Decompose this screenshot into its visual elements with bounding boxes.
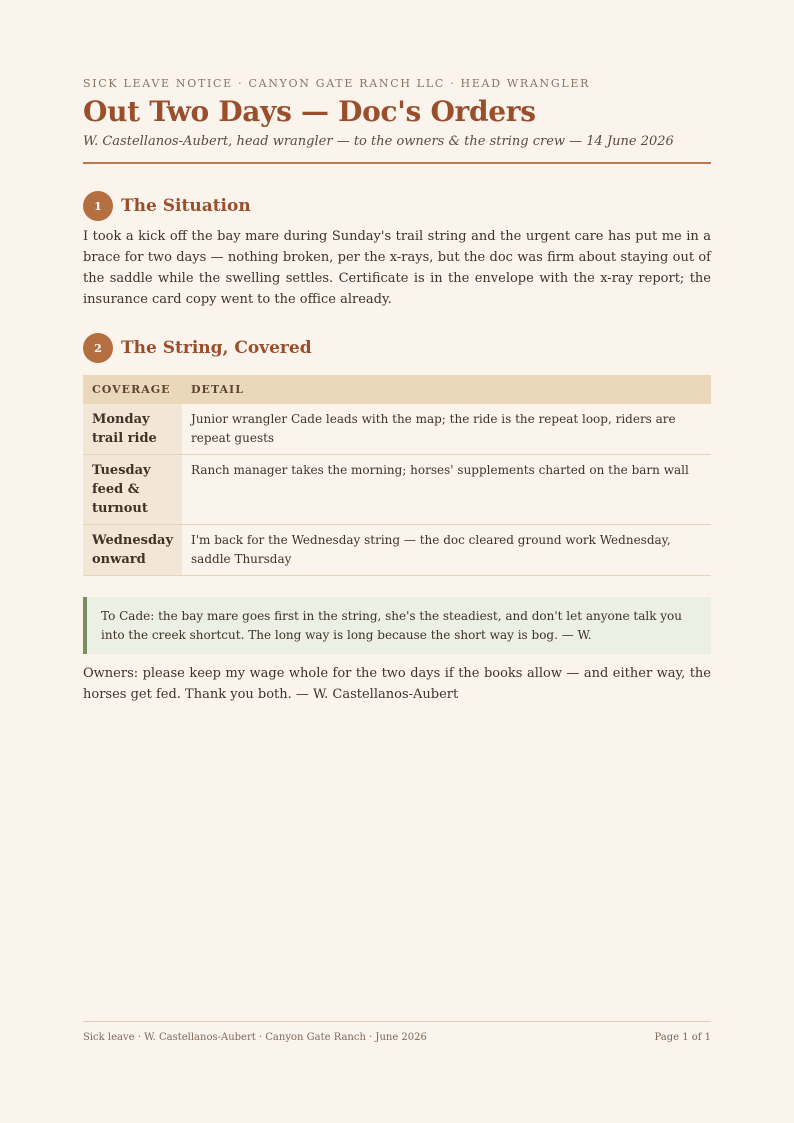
section-number-badge: 1 [83,191,113,221]
document-kicker: SICK LEAVE NOTICE · CANYON GATE RANCH LLC · HEAD WRANGLER [83,77,591,90]
table-row [83,525,711,576]
coverage-cell: Monday trail ride [83,404,182,455]
document-title: Out Two Days — Doc's Orders [83,95,536,128]
coverage-cell: Tuesday feed & turnout [83,455,182,525]
table-row [83,404,711,455]
header-divider [83,162,711,164]
table-header-row [83,375,711,404]
coverage-table [83,375,711,576]
detail-cell: Junior wrangler Cade leads with the map; the ride is the repeat loop, riders are repeat guests [182,404,711,455]
page-number: Page 1 of 1 [654,1032,711,1043]
detail-cell: I'm back for the Wednesday string — the doc cleared ground work Wednesday, saddle Thursday [182,525,711,576]
footer-text: Sick leave · W. Castellanos-Aubert · Canyon Gate Ranch · June 2026 [83,1032,427,1043]
coverage-cell: Wednesday onward [83,525,182,576]
callout-note: To Cade: the bay mare goes first in the string, she's the steadiest, and don't let anyone talk you into the creek shortcut. The long way is long because the short way is bog. — W. [83,597,711,654]
section-heading-string-covered [83,333,312,363]
detail-cell: Ranch manager takes the morning; horses' supplements charted on the barn wall [182,455,711,525]
document-subtitle: W. Castellanos-Aubert, head wrangler — to the owners & the string crew — 14 June 2026 [83,134,674,149]
situation-paragraph: I took a kick off the bay mare during Sunday's trail string and the urgent care has put me in a brace for two days — nothing broken, per the x-rays, but the doc was firm about staying out of the saddle while the swelling settles. Certificate is in the envelope with the x-ray report; the insurance card copy went to the office already. [83,229,711,307]
section-number-badge: 2 [83,333,113,363]
column-header-detail: DETAIL [182,375,711,404]
closing-paragraph: Owners: please keep my wage whole for the two days if the books allow — and either way, the horses get fed. Thank you both. — W. Castellanos-Aubert [83,666,711,702]
column-header-coverage: COVERAGE [83,375,182,404]
section-title: The String, Covered [121,338,312,358]
section-heading-situation [83,191,251,221]
section-title: The Situation [121,196,251,216]
footer-divider [83,1021,711,1022]
table-row [83,455,711,525]
